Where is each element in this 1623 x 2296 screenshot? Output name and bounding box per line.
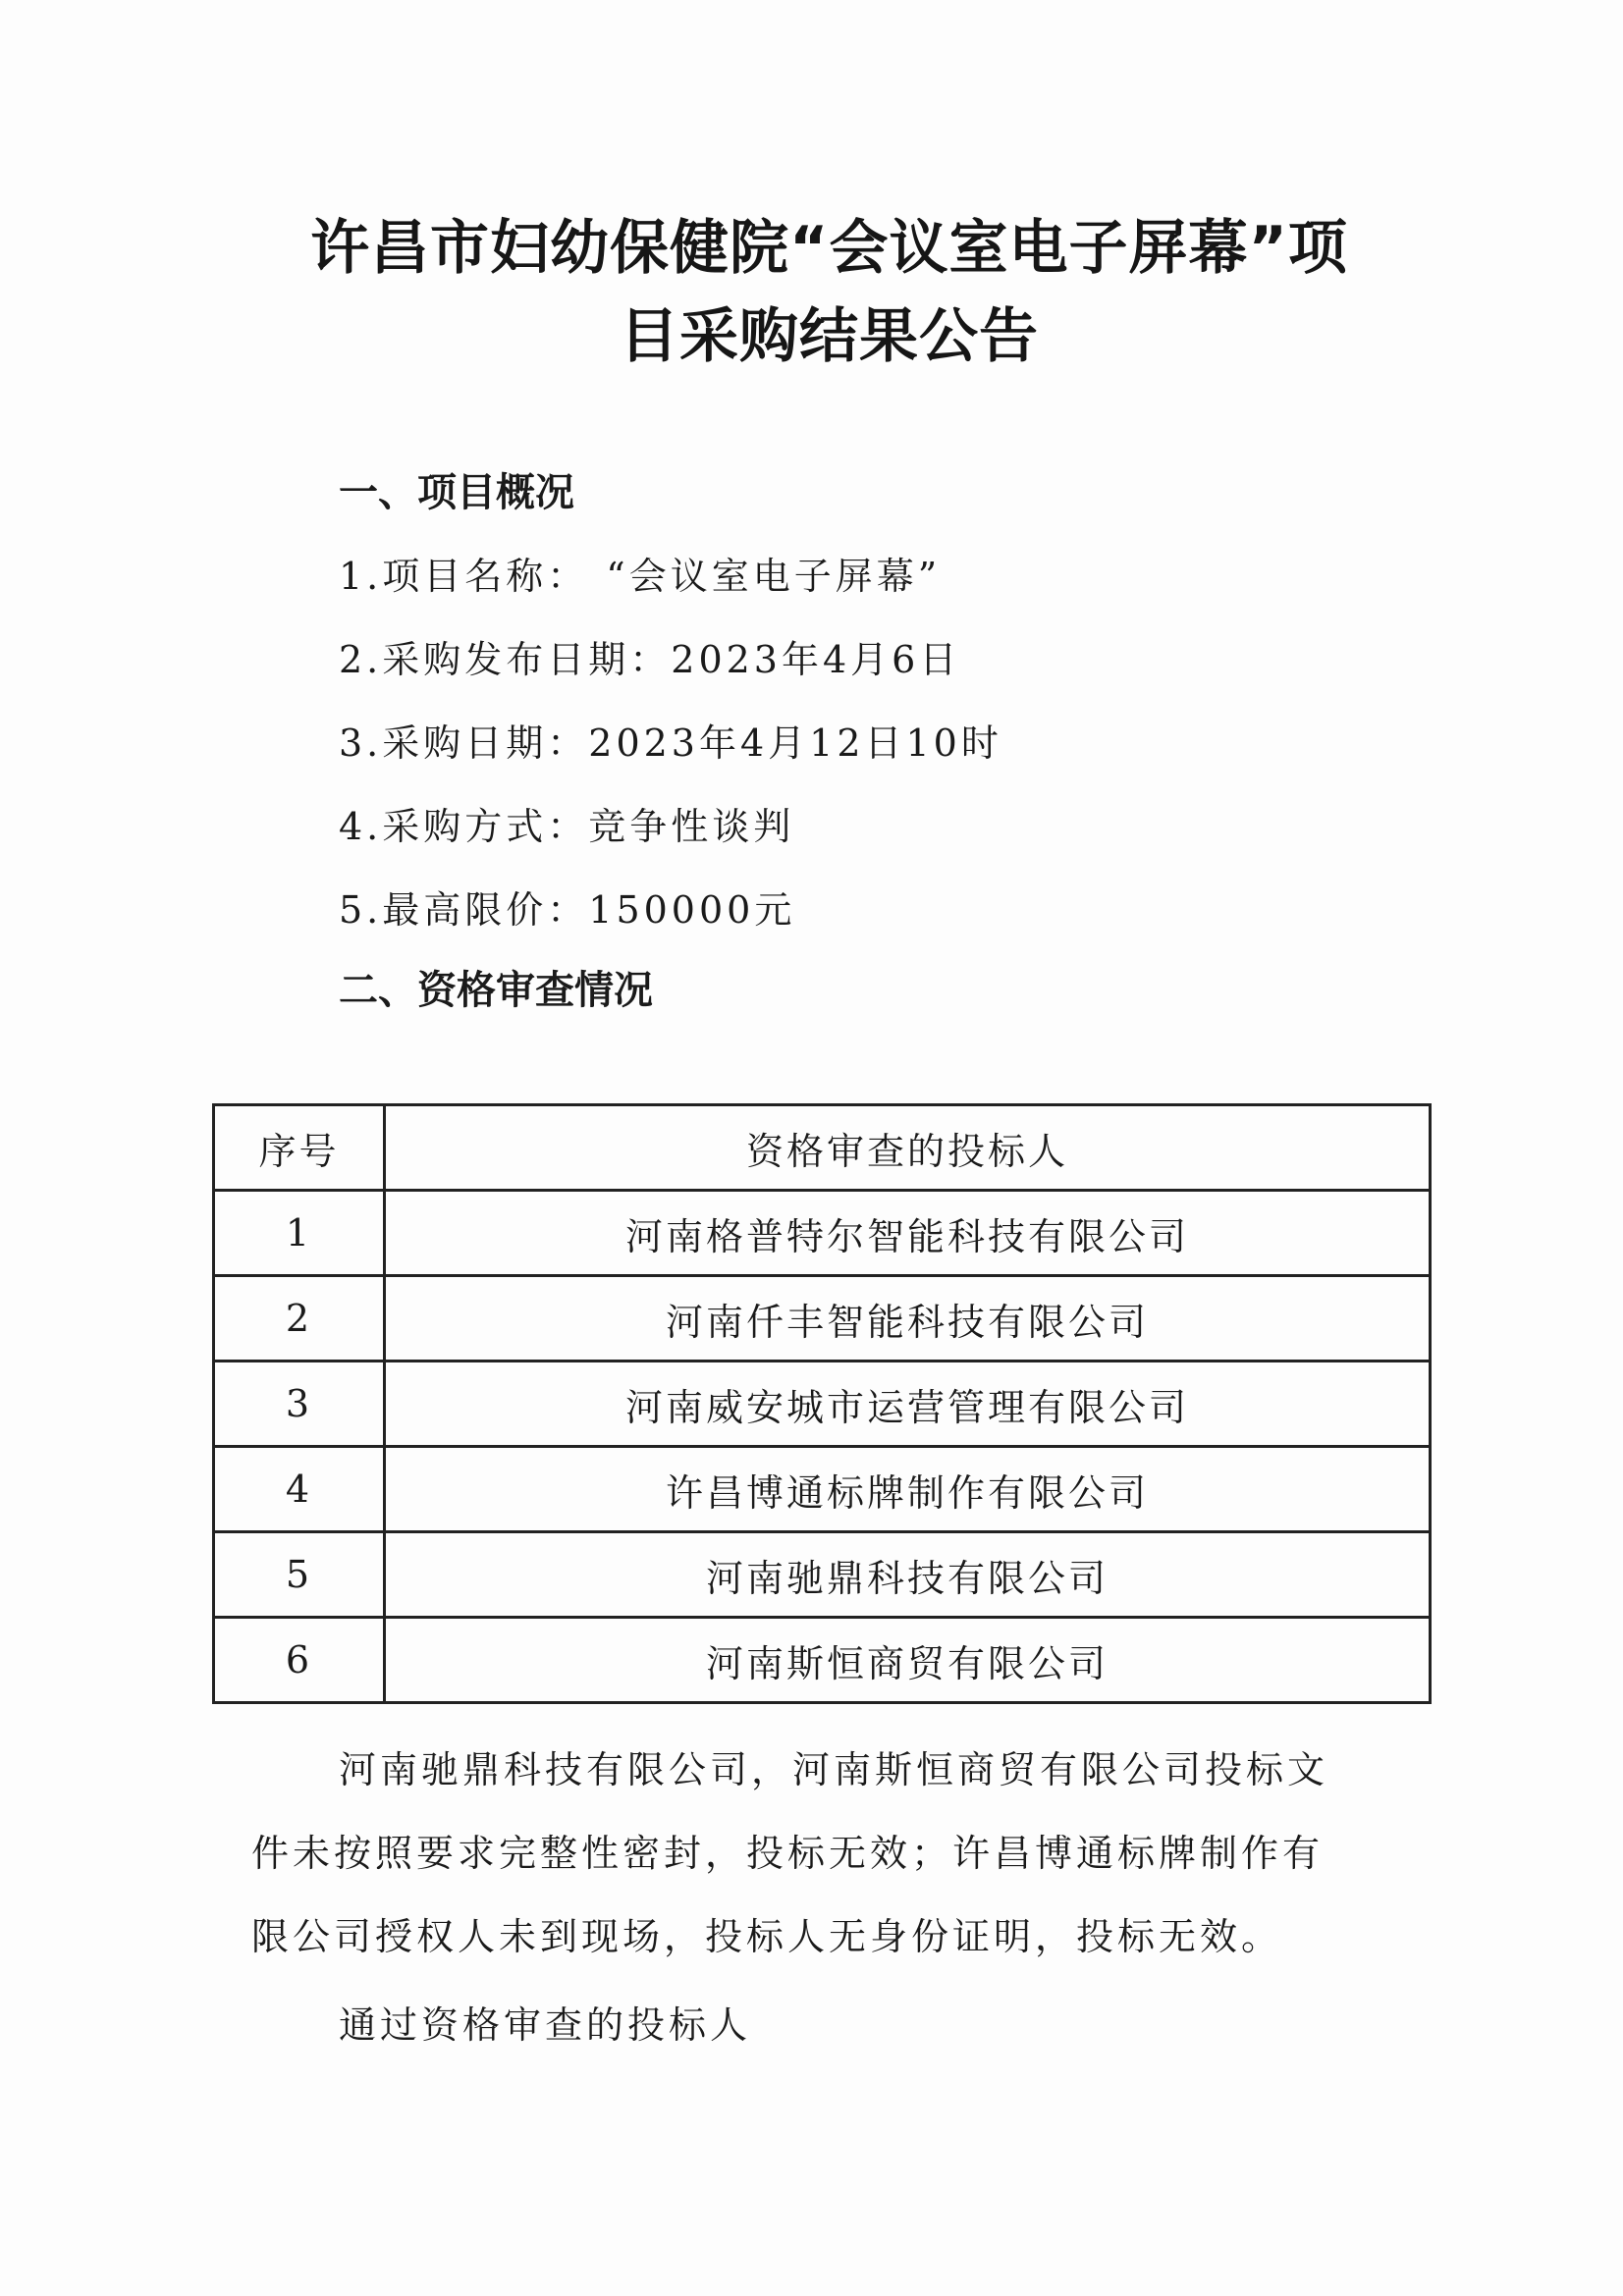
- row-number: 3: [214, 1362, 385, 1447]
- row-bidder-name: 河南驰鼎科技有限公司: [385, 1532, 1431, 1618]
- bidders-table: [212, 1103, 1432, 1704]
- section-heading-overview: 一、项目概况: [339, 470, 574, 515]
- item-procurement-date: [339, 713, 1002, 767]
- item-value: 2023年4月12日10时: [588, 721, 1002, 765]
- item-value: 150000元: [588, 888, 796, 932]
- row-bidder-name: 河南斯恒商贸有限公司: [385, 1618, 1431, 1703]
- row-bidder-name: 河南威安城市运营管理有限公司: [385, 1362, 1431, 1447]
- invalid-bids-paragraph-line-1: 河南驰鼎科技有限公司，河南斯恒商贸有限公司投标文: [339, 1748, 1329, 1791]
- item-value: “会议室电子屏幕”: [606, 555, 942, 598]
- document-title-line-1: 许昌市妇幼保健院“会议室电子屏幕”项: [310, 214, 1348, 283]
- item-label: 4.采购方式：: [339, 805, 589, 848]
- row-bidder-name: 许昌博通标牌制作有限公司: [385, 1447, 1431, 1532]
- table-header-row: [214, 1105, 1431, 1191]
- invalid-bids-paragraph-line-3: 限公司授权人未到现场，投标人无身份证明，投标无效。: [251, 1915, 1283, 1958]
- item-value: 2023年4月6日: [671, 638, 961, 681]
- row-number: 4: [214, 1447, 385, 1532]
- item-project-name: [339, 546, 941, 600]
- header-serial-number: 序号: [214, 1105, 385, 1191]
- item-price-cap: [339, 880, 795, 934]
- item-procurement-method: [339, 796, 794, 850]
- item-publish-date: [339, 629, 960, 683]
- table-row: [214, 1618, 1431, 1703]
- table-row: [214, 1532, 1431, 1618]
- item-label: 1.项目名称：: [339, 555, 589, 598]
- table-row: [214, 1362, 1431, 1447]
- item-label: 3.采购日期：: [339, 721, 589, 765]
- row-bidder-name: 河南格普特尔智能科技有限公司: [385, 1191, 1431, 1276]
- table-row: [214, 1276, 1431, 1362]
- row-number: 6: [214, 1618, 385, 1703]
- table-row: [214, 1447, 1431, 1532]
- document-title-line-2: 目采购结果公告: [620, 302, 1039, 371]
- item-label: 2.采购发布日期：: [339, 638, 672, 681]
- item-value: 竞争性谈判: [588, 805, 795, 848]
- row-number: 2: [214, 1276, 385, 1362]
- header-bidder: 资格审查的投标人: [385, 1105, 1431, 1191]
- section-heading-qualification: 二、资格审查情况: [339, 968, 653, 1013]
- row-bidder-name: 河南仟丰智能科技有限公司: [385, 1276, 1431, 1362]
- invalid-bids-paragraph-line-2: 件未按照要求完整性密封，投标无效；许昌博通标牌制作有: [251, 1832, 1325, 1875]
- row-number: 5: [214, 1532, 385, 1618]
- row-number: 1: [214, 1191, 385, 1276]
- item-label: 5.最高限价：: [339, 888, 589, 932]
- table-row: [214, 1191, 1431, 1276]
- passed-bidders-label: 通过资格审查的投标人: [339, 2003, 752, 2047]
